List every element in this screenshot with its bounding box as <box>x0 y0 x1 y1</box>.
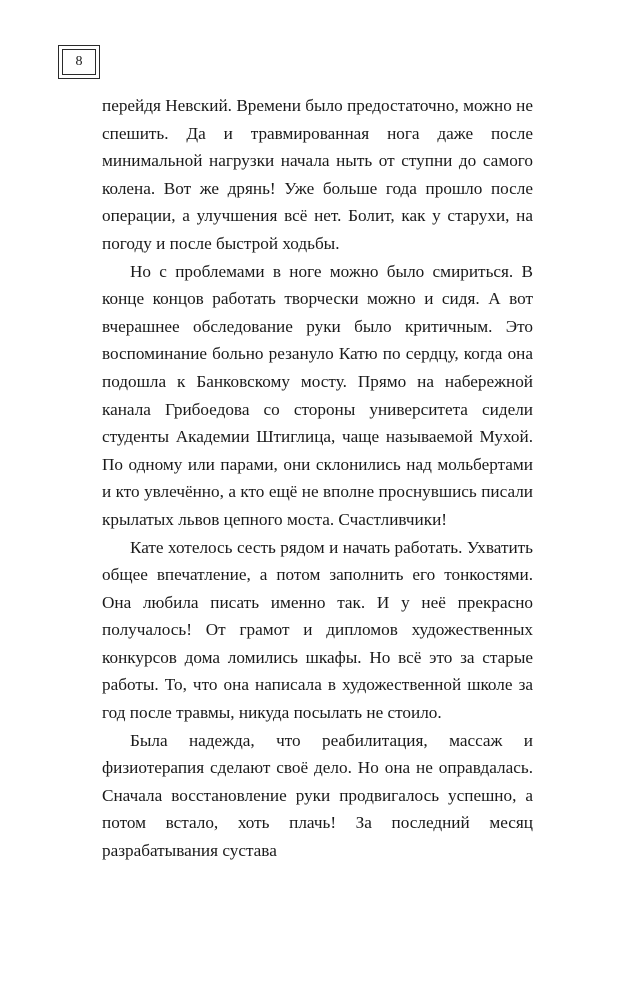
paragraph-3: Кате хотелось сесть рядом и начать работать. Ухватить общее впечатление, а потом заполнить его тонкостями. Она любила писать именно так. И у неё прекрасно получалось! От грамот и дипломов художественных конкурсов дома ломились шкафы. Но всё это за старые работы. То, что она написала в художественной школе за год после травмы, никуда посылать не стоило. <box>102 537 533 723</box>
paragraph-4: Была надежда, что реабилитация, массаж и физиотерапия сделают своё дело. Но она не оправдалась. Сначала восстановление руки продвигалось успешно, а потом встало, хоть плачь! За последний месяц разрабатывания сустава <box>102 730 533 861</box>
paragraph-2: Но с проблемами в ноге можно было смириться. В конце концов работать творчески можно и сидя. А вот вчерашнее обследование руки было критичным. Это воспоминание больно резануло Катю по сердцу, когда она подошла к Банковскому мосту. Прямо на набережной канала Грибоедова со стороны университета сидели студенты Академии Штиглица, чаще называемой Мухой. По одному или парами, они склонились над мольбертами и кто увлечённо, а кто ещё не вполне проснувшись писали крылатых львов цепного моста. Счастливчики! <box>102 261 533 529</box>
page-number-frame <box>58 45 100 79</box>
page-number: 8 <box>75 54 83 69</box>
body-text <box>102 92 533 865</box>
paragraph-1: перейдя Невский. Времени было предостаточно, можно не спешить. Да и травмированная нога даже после минимальной нагрузки начала ныть от ступни до самого колена. Вот же дрянь! Уже больше года прошло после операции, а улучшения всё нет. Болит, как у старухи, на погоду и после быстрой ходьбы. <box>102 96 533 253</box>
